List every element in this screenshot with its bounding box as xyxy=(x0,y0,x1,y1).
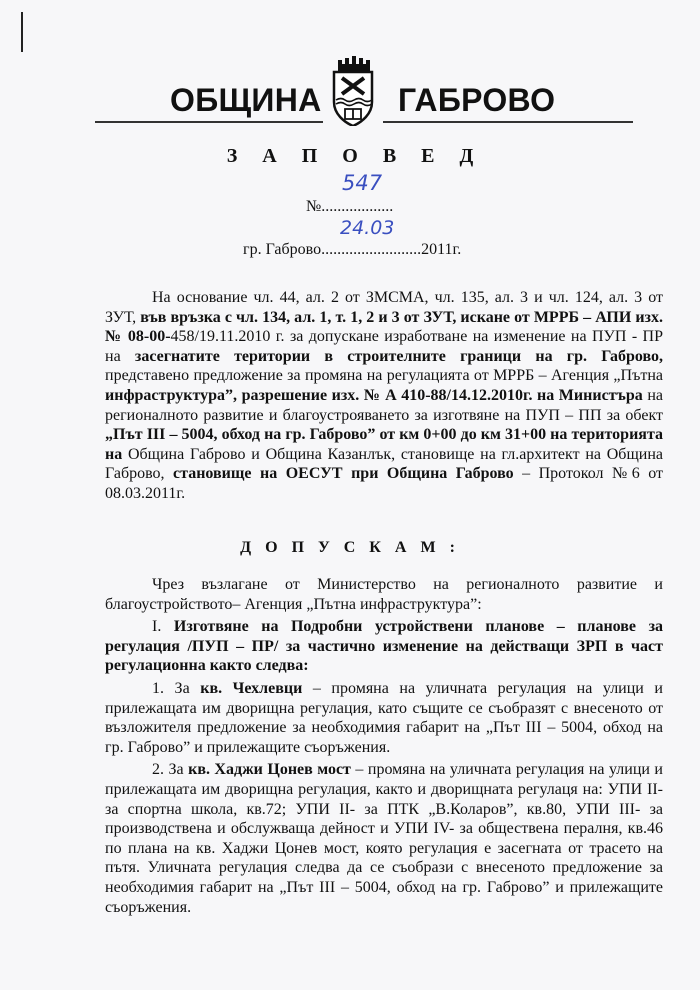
text-run: във връзка с чл. 134, ал. 1, т. 1, 2 и 3 от ЗУТ, искане от МРРБ – АПИ изх. № 08-00- xyxy=(105,308,663,346)
preamble xyxy=(105,288,663,504)
header-rule-left xyxy=(95,121,323,123)
document-title: З А П О В Е Д xyxy=(226,145,484,167)
text-run: 2. За xyxy=(152,761,189,779)
order-paragraph xyxy=(105,679,663,757)
order-paragraph xyxy=(105,760,663,917)
municipality-name-right: ГАБРОВО xyxy=(398,82,556,118)
text-run: 458/19.11.2010 г. за допускане изработване на изменение на ПУП - ПР на xyxy=(105,328,664,365)
margin-mark xyxy=(21,12,23,52)
preamble-paragraph xyxy=(105,288,663,504)
text-run: I. xyxy=(152,618,174,636)
text-run: На основание чл. 44, ал. 2 от ЗМСМА, чл. 135, ал. 3 и чл. 124, ал. 3 от ЗУТ, xyxy=(105,289,663,326)
text-run: 1. За xyxy=(152,679,201,697)
text-run: Община Габрово и Община Казанлък, становище на гл.архитект на Община Габрово, xyxy=(105,445,663,483)
text-run: „Път III – 5004, обход на гр. Габрово” от км 0+00 до км 31+00 на територията на xyxy=(105,426,663,463)
order-paragraph xyxy=(105,575,663,614)
text-run: становище на ОЕСУТ при Община Габрово xyxy=(173,465,514,483)
text-run: кв. Хаджи Цонев мост xyxy=(188,761,351,779)
order-number-handwritten: 547 xyxy=(342,171,383,195)
text-run: засегнатите територии в строителните граници на гр. Габрово, xyxy=(134,347,663,365)
text-run: – Протокол №6 от 08.03.2011г. xyxy=(105,465,664,502)
order-date-label: гр. Габрово.........................2011г. xyxy=(243,241,462,258)
coat-of-arms-icon xyxy=(326,56,380,126)
header-rule-right xyxy=(383,121,633,123)
order-date-handwritten: 24.03 xyxy=(340,217,395,239)
order-number-label: №.................. xyxy=(306,198,394,215)
text-run: – промяна на уличната регулация на улици и прилежащата им дворищна регулация, както и дворищната регулаця на: УПИ II- за спортна школа, кв.72; УПИ II- за ПТК „В.Коларов”, кв.80, УПИ III- за производствена и обслужваща дейност и УПИ IV- за обществена пералня, кв.46 по плана на кв. Хаджи Цонев мост, която регулация е засегната от трасето на пътя. Уличната регулация следва да се съобрази с внесеното предложение за необходимия габарит на „Път III – 5004, обход на гр. Габрово” и прилежащите съоръжения. xyxy=(105,761,663,916)
text-run: инфраструктура”, разрешение изх. № А 410-88/14.12.2010г. на Министъра xyxy=(105,386,643,404)
order-body xyxy=(105,575,663,917)
text-run: – промяна на уличната регулация на улици и прилежащата им дворищна регулация, като същите се съобразят с внесеното от възложителя предложение за необходимия габарит на „Път III – 5004, обход на гр. Габрово” и прилежащите съоръжения. xyxy=(105,679,663,756)
text-run: Изготвяне на Подробни устройствени планове – планове за регулация /ПУП – ПР/ за частично изменение на действащи ЗРП в част регулационна както следва: xyxy=(105,618,663,675)
text-run: представено предложение за промяна на регулацията от МРРБ – Агенция „Пътна xyxy=(105,367,663,385)
text-run: Чрез възлагане от Министерство на регионалното развитие и благоустройството– Агенция „Пътна инфраструктура”: xyxy=(105,576,663,613)
order-paragraph xyxy=(105,617,663,676)
text-run: кв. Чехлевци xyxy=(200,679,303,697)
municipality-name-left: ОБЩИНА xyxy=(170,82,322,118)
section-title: Д О П У С К А М : xyxy=(240,539,460,556)
text-run: на регионалното развитие и благоустрояването за изготвяне на ПУП – ПП за обект xyxy=(105,386,664,424)
letterhead xyxy=(0,62,700,142)
